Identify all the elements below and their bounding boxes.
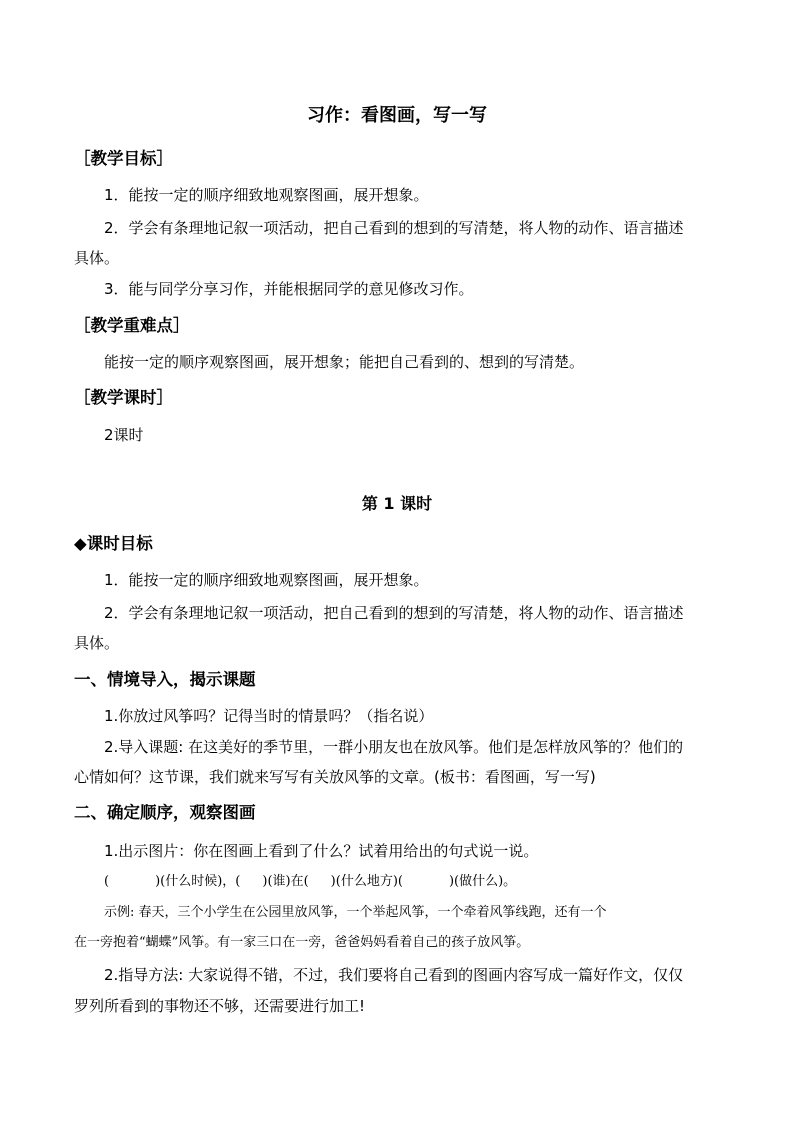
- key-points-text: 能按一定的顺序观察图画，展开想象；能把自己看到的、想到的写清楚。: [104, 353, 585, 371]
- lesson-goal-2-line-2: 具体。: [74, 634, 120, 652]
- lesson-goals-heading: ◆课时目标: [74, 534, 153, 553]
- section-heading-key-points: ［教学重难点］: [74, 316, 190, 335]
- pattern-where: )(什么地方)(: [330, 874, 403, 889]
- example-line-1: 示例: 春天，三个小学生在公园里放风筝，一个举起风筝，一个牵着风筝线跑，还有一个: [104, 905, 607, 920]
- goal-item-1: 1．能按一定的顺序细致地观察图画，展开想象。: [104, 186, 429, 204]
- pattern-when: )(什么时候)，(: [155, 874, 241, 889]
- class-hours-text: 2课时: [104, 426, 144, 444]
- goal-item-2-line-2: 具体。: [74, 249, 120, 267]
- part-2-question-2-line-1: 2.指导方法: 大家说得不错，不过，我们要将自己看到的图画内容写成一篇好作文，仅仅: [104, 966, 684, 984]
- example-line-2: 在一旁抱着“蝴蝶”风筝。有一家三口在一旁，爸爸妈妈看着自己的孩子放风筝。: [74, 935, 530, 950]
- goal-item-2-line-1: 2．学会有条理地记叙一项活动，把自己看到的想到的写清楚，将人物的动作、语言描述: [104, 219, 684, 237]
- goal-item-3: 3．能与同学分享习作，并能根据同学的意见修改习作。: [104, 280, 474, 298]
- section-heading-teaching-goals: ［教学目标］: [74, 149, 173, 168]
- part-1-question-2-line-2: 心情如何？这节课，我们就来写写有关放风筝的文章。(板书：看图画，写一写): [74, 768, 596, 786]
- pattern-open: (: [104, 874, 110, 889]
- lesson-goal-1: 1．能按一定的顺序细致地观察图画，展开想象。: [104, 571, 429, 589]
- page-title: 习作：看图画，写一写: [307, 105, 487, 126]
- section-heading-class-hours: ［教学课时］: [74, 388, 173, 407]
- pattern-what: )(做什么)。: [448, 874, 517, 889]
- part-2-question-1: 1.出示图片：你在图画上看到了什么？试着用给出的句式说一说。: [104, 842, 539, 860]
- part-1-heading: 一、情境导入，揭示课题: [74, 670, 256, 689]
- part-1-question-1: 1.你放过风筝吗？记得当时的情景吗？（指名说）: [104, 707, 434, 725]
- lesson-1-title: 第 1 课时: [361, 494, 433, 513]
- sentence-pattern: [104, 872, 516, 892]
- part-1-question-2-line-1: 2.导入课题: 在这美好的季节里，一群小朋友也在放风筝。他们是怎样放风筝的？他们的: [104, 738, 684, 756]
- part-2-heading: 二、确定顺序，观察图画: [74, 803, 256, 822]
- pattern-who: )(谁)在(: [262, 874, 309, 889]
- part-2-question-2-line-2: 罗列所看到的事物还不够，还需要进行加工!: [74, 997, 366, 1015]
- lesson-goal-2-line-1: 2．学会有条理地记叙一项活动，把自己看到的想到的写清楚，将人物的动作、语言描述: [104, 604, 684, 622]
